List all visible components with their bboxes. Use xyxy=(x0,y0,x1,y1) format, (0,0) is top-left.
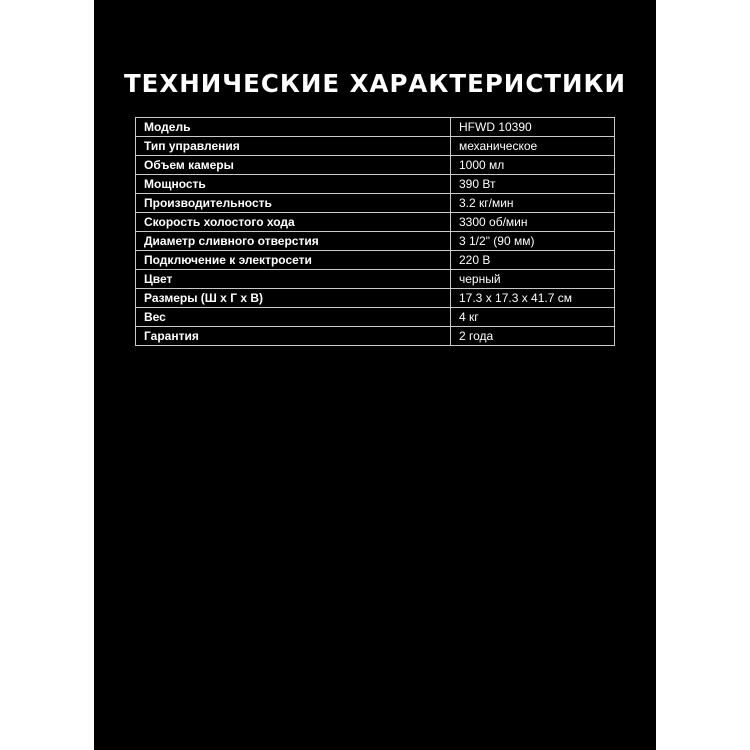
table-row xyxy=(136,232,615,251)
spec-name: Вес xyxy=(136,308,451,327)
spec-name: Цвет xyxy=(136,270,451,289)
spec-value: 2 года xyxy=(451,327,615,346)
spec-value: 1000 мл xyxy=(451,156,615,175)
spec-name: Размеры (Ш х Г х В) xyxy=(136,289,451,308)
table-row xyxy=(136,213,615,232)
spec-value: 4 кг xyxy=(451,308,615,327)
table-row xyxy=(136,137,615,156)
spec-value: HFWD 10390 xyxy=(451,118,615,137)
table-row xyxy=(136,194,615,213)
spec-name: Модель xyxy=(136,118,451,137)
spec-name: Производительность xyxy=(136,194,451,213)
page-title: ТЕХНИЧЕСКИЕ ХАРАКТЕРИСТИКИ xyxy=(123,69,627,98)
spec-value: 220 В xyxy=(451,251,615,270)
table-row xyxy=(136,118,615,137)
spec-name: Скорость холостого хода xyxy=(136,213,451,232)
table-row xyxy=(136,289,615,308)
spec-value: механическое xyxy=(451,137,615,156)
spec-value: 3 1/2" (90 мм) xyxy=(451,232,615,251)
table-row xyxy=(136,270,615,289)
spec-name: Подключение к электросети xyxy=(136,251,451,270)
spec-name: Объем камеры xyxy=(136,156,451,175)
spec-value: 390 Вт xyxy=(451,175,615,194)
spec-name: Мощность xyxy=(136,175,451,194)
spec-name: Гарантия xyxy=(136,327,451,346)
table-row xyxy=(136,156,615,175)
spec-table xyxy=(135,117,615,346)
spec-card-background xyxy=(94,0,656,750)
table-row xyxy=(136,251,615,270)
spec-value: черный xyxy=(451,270,615,289)
spec-name: Тип управления xyxy=(136,137,451,156)
spec-value: 3300 об/мин xyxy=(451,213,615,232)
spec-value: 3.2 кг/мин xyxy=(451,194,615,213)
spec-name: Диаметр сливного отверстия xyxy=(136,232,451,251)
table-row xyxy=(136,175,615,194)
table-row xyxy=(136,327,615,346)
table-row xyxy=(136,308,615,327)
spec-value: 17.3 х 17.3 х 41.7 см xyxy=(451,289,615,308)
